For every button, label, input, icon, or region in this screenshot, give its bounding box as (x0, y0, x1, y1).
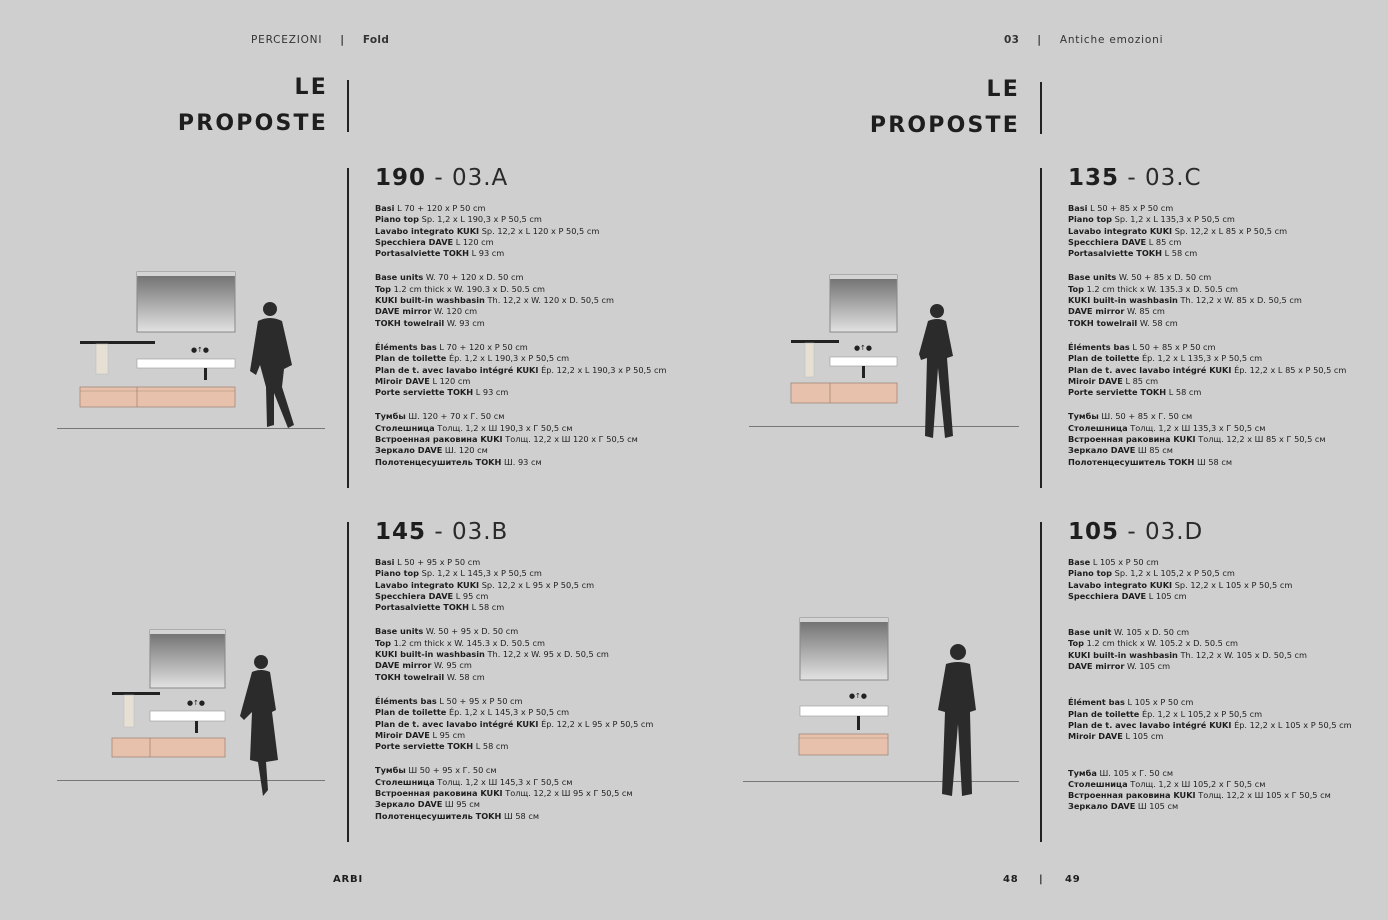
spec-item: KUKI built-in washbasin (375, 295, 485, 306)
spec-line (1068, 387, 1368, 398)
spec-item: Base units (375, 626, 424, 637)
divider-line (1040, 522, 1042, 842)
spec-dimensions: Ш 58 см (503, 810, 540, 821)
spec-dimensions: L 50 + 95 x P 50 cm (439, 695, 523, 706)
spec-line (375, 248, 675, 259)
spec-dimensions: 1.2 cm thick x W. 135.3 x D. 50.5 cm (1086, 283, 1238, 294)
spec-item: DAVE mirror (1068, 306, 1125, 317)
spec-line (375, 568, 675, 579)
spec-line (1068, 203, 1368, 214)
spec-item: DAVE mirror (1068, 661, 1125, 672)
spec-line (1068, 226, 1368, 237)
title-line: PROPOSTE (177, 111, 328, 136)
page-title-left (150, 70, 328, 142)
spec-line (375, 318, 675, 329)
spec-dimensions: L 95 cm (432, 729, 466, 740)
composition-reference: 03.B (451, 519, 509, 545)
spec-list (1068, 203, 1368, 468)
spec-item: Piano top (375, 214, 420, 225)
spec-line (375, 434, 675, 445)
spec-item: Встроенная раковина KUKI (1068, 790, 1196, 801)
title-bar (347, 80, 349, 132)
spec-line (1068, 445, 1368, 456)
spec-dimensions: Ш. 120 + 70 x Г. 50 см (408, 411, 505, 422)
spec-item: Piano top (1068, 214, 1113, 225)
spec-group (375, 765, 675, 821)
spec-dimensions: Ш 95 см (444, 799, 480, 810)
spec-item: Тумбы (1068, 411, 1099, 422)
bathroom-composition-illustration-b (100, 620, 340, 800)
spec-line (375, 602, 675, 613)
spec-line (1068, 768, 1368, 779)
title-line: LE (294, 75, 328, 100)
spec-line (1068, 638, 1368, 649)
spec-item: Piano top (1068, 568, 1113, 579)
spec-item: Élément bas (1068, 697, 1125, 708)
composition-block (1068, 165, 1368, 481)
spec-item: TOKH towelrail (375, 317, 445, 328)
spec-line (1068, 650, 1368, 661)
spec-line (375, 423, 675, 434)
spec-dimensions: L 105 cm (1125, 731, 1164, 742)
spec-line (375, 799, 675, 810)
spec-item: Specchiera DAVE (375, 590, 454, 601)
spec-dimensions: W. 70 + 120 x D. 50 cm (425, 272, 524, 283)
composition-reference: 03.A (451, 165, 509, 191)
composition-reference: 03.D (1144, 519, 1204, 545)
spec-item: Встроенная раковина KUKI (375, 434, 503, 445)
title-line: PROPOSTE (869, 113, 1020, 138)
spec-item: Lavabo integrato KUKI (375, 579, 480, 590)
spec-item: Porte serviette TOKH (375, 741, 474, 752)
spec-item: Зеркало DAVE (375, 445, 443, 456)
spec-dimensions: Ép. 12,2 x L 190,3 x P 50,5 cm (541, 364, 667, 375)
spec-dimensions: L 50 + 95 x P 50 cm (397, 557, 481, 567)
spec-line (1068, 272, 1368, 283)
spec-line (1068, 248, 1368, 259)
spec-list (375, 557, 675, 822)
composition-reference: 03.C (1144, 165, 1202, 191)
bathroom-composition-illustration-d (790, 610, 1020, 810)
spec-dimensions: Th. 12,2 x W. 95 x D. 50,5 cm (487, 649, 609, 660)
spec-item: Тумбы (375, 765, 406, 776)
spec-line (375, 730, 675, 741)
spec-dimensions: 1.2 cm thick x W. 190.3 x D. 50.5 cm (393, 283, 545, 294)
title-bar (1040, 82, 1042, 134)
spec-item: Éléments bas (1068, 341, 1130, 352)
spec-item: Base units (375, 272, 424, 283)
spec-dimensions: Ép. 12,2 x L 95 x P 50,5 cm (541, 718, 654, 729)
spec-dimensions: Толщ. 12,2 x Ш 105 x Г 50,5 см (1198, 790, 1331, 801)
spec-item: Base (1068, 557, 1091, 567)
spec-item: DAVE mirror (375, 306, 432, 317)
spec-line (375, 295, 675, 306)
spec-item: Plan de toilette (375, 353, 447, 364)
page-title-right (842, 72, 1020, 144)
spec-item: KUKI built-in washbasin (1068, 649, 1178, 660)
spec-dimensions: L 93 cm (471, 248, 505, 259)
spec-line (1068, 627, 1368, 638)
spec-group (375, 557, 675, 613)
spec-item: Lavabo integrato KUKI (375, 225, 480, 236)
spec-dimensions: Ш. 50 + 85 x Г. 50 см (1101, 411, 1193, 422)
spec-item: Зеркало DAVE (1068, 445, 1136, 456)
spec-dimensions: L 85 cm (1148, 236, 1182, 247)
composition-size: 190 (375, 165, 427, 191)
running-header-right: 03 | Antiche emozioni (1004, 34, 1164, 46)
spec-group (1068, 203, 1368, 259)
composition-block (1068, 519, 1368, 838)
spec-item: Specchiera DAVE (1068, 590, 1147, 601)
spec-dimensions: Толщ. 12,2 x Ш 95 x Г 50,5 см (505, 788, 633, 799)
composition-block (375, 165, 675, 481)
composition-code: 190 - 03.A (375, 165, 509, 191)
spec-group (1068, 411, 1368, 467)
composition-size: 145 (375, 519, 427, 545)
spec-dimensions: Sp. 12,2 x L 95 x P 50,5 cm (481, 579, 595, 590)
spec-line (375, 777, 675, 788)
spec-item: Зеркало DAVE (375, 799, 443, 810)
spec-dimensions: Sp. 1,2 x L 190,3 x P 50,5 cm (421, 214, 542, 225)
svg-text:●↑●: ●↑● (848, 692, 868, 700)
spec-item: Porte serviette TOKH (1068, 387, 1167, 398)
spec-line (375, 580, 675, 591)
spec-dimensions: Ш 58 см (1196, 456, 1233, 467)
spec-dimensions: L 95 cm (455, 590, 489, 601)
spec-item: Basi (375, 203, 395, 213)
spec-dimensions: Ép. 12,2 x L 85 x P 50,5 cm (1234, 364, 1347, 375)
spec-dimensions: L 85 cm (1125, 375, 1159, 386)
spec-item: Тумба (1068, 767, 1097, 778)
divider-line (347, 522, 349, 842)
spec-item: Portasalviette TOKH (375, 248, 469, 259)
spec-item: Top (1068, 283, 1084, 294)
spec-item: Éléments bas (375, 695, 437, 706)
spec-dimensions: Th. 12,2 x W. 105 x D. 50,5 cm (1180, 649, 1308, 660)
spec-item: TOKH towelrail (1068, 317, 1138, 328)
spec-dimensions: W. 105 cm (1127, 661, 1171, 672)
spec-item: Plan de t. avec lavabo intégré KUKI (1068, 364, 1232, 375)
spec-line (375, 591, 675, 602)
spec-dimensions: L 105 x P 50 cm (1092, 557, 1159, 567)
spec-group (1068, 697, 1368, 742)
spec-dimensions: L 50 + 85 x P 50 cm (1090, 203, 1174, 213)
spec-dimensions: L 93 cm (475, 387, 509, 398)
spec-dimensions: Sp. 12,2 x L 120 x P 50,5 cm (481, 225, 600, 236)
spec-list (375, 203, 675, 468)
spec-dimensions: 1.2 cm thick x W. 105.2 x D. 50.5 cm (1086, 638, 1238, 649)
spec-item: Столешница (1068, 778, 1128, 789)
composition-size: 135 (1068, 165, 1120, 191)
spec-item: KUKI built-in washbasin (1068, 295, 1178, 306)
spec-dimensions: Ш. 93 см (503, 456, 542, 467)
spec-group (375, 626, 675, 682)
spec-line (1068, 591, 1368, 602)
spec-dimensions: L 70 + 120 x P 50 cm (439, 341, 528, 352)
spec-dimensions: L 58 cm (475, 741, 509, 752)
spec-dimensions: L 50 + 85 x P 50 cm (1132, 341, 1216, 352)
spec-line (375, 376, 675, 387)
spec-line (375, 411, 675, 422)
spec-group (1068, 272, 1368, 328)
spec-group (375, 696, 675, 752)
spec-item: Plan de t. avec lavabo intégré KUKI (1068, 719, 1232, 730)
spec-dimensions: Толщ. 12,2 x Ш 85 x Г 50,5 см (1198, 434, 1326, 445)
spec-group (375, 342, 675, 398)
spec-dimensions: Ép. 1,2 x L 105,2 x P 50,5 cm (1141, 708, 1263, 719)
spec-item: TOKH towelrail (375, 671, 445, 682)
spec-item: Specchiera DAVE (1068, 236, 1147, 247)
spec-line (375, 741, 675, 752)
bathroom-composition-illustration-c (785, 268, 985, 448)
spec-line (375, 387, 675, 398)
spec-group (1068, 342, 1368, 398)
composition-code: 105 - 03.D (1068, 519, 1204, 545)
spec-item: KUKI built-in washbasin (375, 649, 485, 660)
spec-dimensions: Th. 12,2 x W. 85 x D. 50,5 cm (1180, 295, 1302, 306)
spec-line (1068, 365, 1368, 376)
composition-block (375, 519, 675, 835)
spec-dimensions: Th. 12,2 x W. 120 x D. 50,5 cm (487, 295, 615, 306)
spec-line (1068, 423, 1368, 434)
spec-line (1068, 580, 1368, 591)
spec-group (1068, 557, 1368, 602)
spec-line (1068, 434, 1368, 445)
spec-item: Plan de t. avec lavabo intégré KUKI (375, 718, 539, 729)
spec-dimensions: Ép. 1,2 x L 135,3 x P 50,5 cm (1141, 353, 1263, 364)
spec-item: Plan de toilette (1068, 353, 1140, 364)
spec-dimensions: L 58 cm (1164, 248, 1198, 259)
spec-dimensions: 1.2 cm thick x W. 145.3 x D. 50.5 cm (393, 637, 545, 648)
spec-item: Portasalviette TOKH (1068, 248, 1162, 259)
spec-item: Plan de toilette (1068, 708, 1140, 719)
spec-item: Встроенная раковина KUKI (375, 788, 503, 799)
spec-item: Столешница (375, 422, 435, 433)
spec-item: Miroir DAVE (375, 729, 430, 740)
divider-line (1040, 168, 1042, 488)
spec-line (1068, 237, 1368, 248)
title-line: LE (986, 77, 1020, 102)
spec-dimensions: L 58 cm (1168, 387, 1202, 398)
spec-dimensions: Ш 105 см (1137, 801, 1179, 812)
spec-line (375, 719, 675, 730)
spec-item: Specchiera DAVE (375, 236, 454, 247)
spec-dimensions: W. 93 cm (446, 317, 485, 328)
spec-item: Porte serviette TOKH (375, 387, 474, 398)
spec-line (375, 672, 675, 683)
spec-line (1068, 411, 1368, 422)
spec-line (375, 649, 675, 660)
spec-line (1068, 661, 1368, 672)
spec-item: Lavabo integrato KUKI (1068, 579, 1173, 590)
spec-line (375, 284, 675, 295)
spec-line (375, 707, 675, 718)
spec-group (1068, 627, 1368, 672)
spec-dimensions: L 120 cm (432, 375, 471, 386)
spec-item: Полотенцесушитель TOKH (1068, 456, 1195, 467)
spec-line (1068, 568, 1368, 579)
chapter-title: Antiche emozioni (1059, 34, 1164, 46)
spec-dimensions: W. 58 cm (1139, 317, 1178, 328)
spec-item: Встроенная раковина KUKI (1068, 434, 1196, 445)
spec-dimensions: Толщ. 1,2 x Ш 190,3 x Г 50,5 см (437, 422, 573, 433)
spec-item: DAVE mirror (375, 660, 432, 671)
spec-line (375, 457, 675, 468)
spec-dimensions: Sp. 12,2 x L 85 x P 50,5 cm (1174, 225, 1288, 236)
spec-line (1068, 457, 1368, 468)
spec-dimensions: Ép. 12,2 x L 105 x P 50,5 cm (1234, 719, 1352, 730)
spec-line (1068, 295, 1368, 306)
spec-item: Base units (1068, 272, 1117, 283)
spec-line (1068, 720, 1368, 731)
spec-dimensions: Толщ. 12,2 x Ш 120 x Г 50,5 см (505, 434, 638, 445)
spec-item: Top (1068, 638, 1084, 649)
svg-text:●↑●: ●↑● (853, 344, 873, 352)
spec-dimensions: Ш 85 см (1137, 445, 1173, 456)
spec-line (1068, 284, 1368, 295)
spec-dimensions: W. 120 cm (434, 306, 478, 317)
spec-dimensions: W. 50 + 85 x D. 50 cm (1118, 272, 1212, 283)
spec-line (375, 226, 675, 237)
spec-dimensions: W. 58 cm (446, 671, 485, 682)
spec-line (375, 306, 675, 317)
spec-line (375, 445, 675, 456)
spec-dimensions: Ш 50 + 95 x Г. 50 см (408, 765, 497, 776)
spec-line (375, 353, 675, 364)
spec-dimensions: Ш. 105 x Г. 50 см (1099, 767, 1174, 778)
spec-dimensions: L 120 cm (455, 236, 494, 247)
spec-item: Полотенцесушитель TOKH (375, 456, 502, 467)
spec-line (1068, 306, 1368, 317)
spec-dimensions: Sp. 1,2 x L 135,3 x P 50,5 cm (1114, 214, 1235, 225)
spec-item: Столешница (375, 776, 435, 787)
spec-line (1068, 557, 1368, 568)
spec-line (375, 660, 675, 671)
spec-dimensions: W. 50 + 95 x D. 50 cm (425, 626, 519, 637)
spec-line (375, 214, 675, 225)
spec-group (375, 203, 675, 259)
spec-dimensions: Ép. 1,2 x L 145,3 x P 50,5 cm (448, 707, 570, 718)
spec-line (1068, 353, 1368, 364)
spec-dimensions: Sp. 12,2 x L 105 x P 50,5 cm (1174, 579, 1293, 590)
spec-item: Зеркало DAVE (1068, 801, 1136, 812)
spec-dimensions: L 58 cm (471, 602, 505, 613)
spec-line (375, 626, 675, 637)
spec-item: Lavabo integrato KUKI (1068, 225, 1173, 236)
page-separator: | (1039, 874, 1044, 885)
spec-item: Miroir DAVE (375, 375, 430, 386)
spec-item: Top (375, 283, 391, 294)
svg-text:●↑●: ●↑● (186, 699, 206, 707)
spec-item: Basi (1068, 203, 1088, 213)
spec-dimensions: W. 85 cm (1127, 306, 1165, 317)
spec-dimensions: L 70 + 120 x P 50 cm (397, 203, 486, 213)
divider-line (347, 168, 349, 488)
spec-dimensions: W. 95 cm (434, 660, 472, 671)
spec-item: Plan de t. avec lavabo intégré KUKI (375, 364, 539, 375)
chapter-number: 03 (1004, 34, 1020, 46)
svg-text:●↑●: ●↑● (190, 346, 210, 354)
spec-item: Столешница (1068, 422, 1128, 433)
spec-item: Éléments bas (375, 341, 437, 352)
spec-dimensions: L 105 x P 50 cm (1127, 697, 1194, 708)
spec-group (375, 411, 675, 467)
spec-line (375, 765, 675, 776)
spec-line (1068, 779, 1368, 790)
spec-line (375, 696, 675, 707)
spec-line (375, 365, 675, 376)
spec-line (375, 342, 675, 353)
page-number-right: 49 (1065, 874, 1081, 885)
spec-item: Тумбы (375, 411, 406, 422)
spec-item: Miroir DAVE (1068, 375, 1123, 386)
running-header-left: PERCEZIONI | Fold (251, 34, 390, 46)
subsection-name: Fold (362, 34, 390, 46)
spec-line (375, 203, 675, 214)
spec-group (375, 272, 675, 328)
spec-dimensions: Толщ. 1,2 x Ш 145,3 x Г 50,5 см (437, 776, 573, 787)
spec-list (1068, 557, 1368, 813)
composition-code: 135 - 03.C (1068, 165, 1202, 191)
spec-line (375, 237, 675, 248)
spec-item: Top (375, 637, 391, 648)
spec-item: Полотенцесушитель TOKH (375, 810, 502, 821)
spec-dimensions: Толщ. 1,2 x Ш 135,3 x Г 50,5 см (1130, 422, 1266, 433)
spec-line (1068, 376, 1368, 387)
spec-dimensions: Ép. 1,2 x L 190,3 x P 50,5 cm (448, 353, 570, 364)
page-number-left: 48 (1003, 874, 1019, 885)
section-name: PERCEZIONI (251, 34, 323, 46)
spec-dimensions: Ш. 120 см (444, 445, 488, 456)
spec-line (1068, 342, 1368, 353)
spec-dimensions: W. 105 x D. 50 cm (1114, 627, 1190, 638)
brand-footer: ARBI (333, 874, 363, 885)
spec-line (1068, 801, 1368, 812)
spec-item: Base unit (1068, 627, 1112, 638)
spec-line (375, 788, 675, 799)
spec-line (1068, 318, 1368, 329)
spec-dimensions: Толщ. 1,2 x Ш 105,2 x Г 50,5 см (1130, 778, 1266, 789)
spec-dimensions: L 105 cm (1148, 590, 1187, 601)
composition-code: 145 - 03.B (375, 519, 509, 545)
spec-item: Plan de toilette (375, 707, 447, 718)
spec-item: Miroir DAVE (1068, 731, 1123, 742)
spec-line (1068, 731, 1368, 742)
spec-line (1068, 790, 1368, 801)
spec-line (1068, 697, 1368, 708)
spec-line (375, 811, 675, 822)
spec-item: Portasalviette TOKH (375, 602, 469, 613)
spec-dimensions: Sp. 1,2 x L 105,2 x P 50,5 cm (1114, 568, 1235, 579)
spec-group (1068, 768, 1368, 813)
spec-line (375, 557, 675, 568)
spec-item: Basi (375, 557, 395, 567)
spec-line (1068, 709, 1368, 720)
bathroom-composition-illustration-a (70, 265, 330, 445)
spec-line (375, 272, 675, 283)
spec-dimensions: Sp. 1,2 x L 145,3 x P 50,5 cm (421, 568, 542, 579)
spec-item: Piano top (375, 568, 420, 579)
spec-line (375, 638, 675, 649)
composition-size: 105 (1068, 519, 1120, 545)
spec-line (1068, 214, 1368, 225)
